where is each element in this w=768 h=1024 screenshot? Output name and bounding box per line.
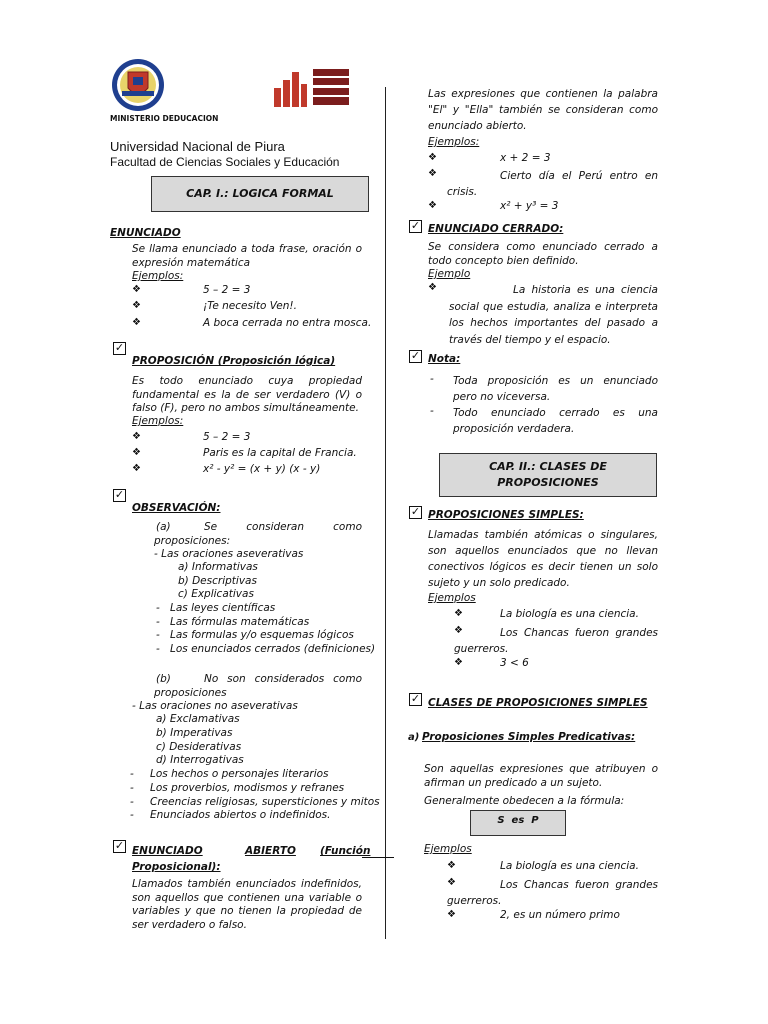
abierto-heading-1: ENUNCIADO xyxy=(132,845,203,857)
dash-icon: - xyxy=(430,405,434,417)
formula-intro: Generalmente obedecen a la fórmula: xyxy=(424,795,625,807)
checkbox-icon: ✓ xyxy=(410,692,421,705)
list-item: Los proverbios, modismos y refranes xyxy=(150,782,345,794)
proposicion-ejemplos-label: Ejemplos: xyxy=(132,415,184,427)
abierto-definition: Llamados también enunciados indefinidos, son aquellos que contienen una variable o variables y que no tienen la propiedad de ser verdadero o falso. xyxy=(132,878,362,931)
proposicion-heading: PROPOSICIÓN (Proposición lógica) xyxy=(132,355,336,367)
list-item: a) Exclamativas xyxy=(156,713,240,725)
enunciado-ejemplos-label: Ejemplos: xyxy=(132,270,184,282)
dash-icon: - xyxy=(130,796,134,808)
observacion-b-sub: - Las oraciones no aseverativas xyxy=(132,700,298,712)
formula-box xyxy=(470,810,566,836)
simples-heading: PROPOSICIONES SIMPLES: xyxy=(428,509,584,521)
clases-heading: CLASES DE PROPOSICIONES SIMPLES xyxy=(428,697,648,709)
list-item: Creencias religiosas, supersticiones y mitos xyxy=(150,796,380,808)
formula-text: S es P xyxy=(497,815,539,826)
observacion-a-label: (a) xyxy=(156,521,171,533)
observacion-a-sub: - Las oraciones aseverativas xyxy=(154,548,304,560)
clases-ejemplos-label: Ejemplos xyxy=(424,843,472,855)
list-item: Las formulas y/o esquemas lógicos xyxy=(170,629,354,641)
dash-icon: - xyxy=(130,809,134,821)
chapter2-title: CAP. II.: CLASES DE PROPOSICIONES xyxy=(489,460,607,489)
column-divider xyxy=(385,87,386,939)
abierto-heading-3: (Función xyxy=(320,845,371,857)
chapter1-title: CAP. I.: LOGICA FORMAL xyxy=(186,187,334,200)
list-item: Los enunciados cerrados (definiciones) xyxy=(170,643,376,655)
clases-subtitle: Proposiciones Simples Predicativas: xyxy=(422,731,636,743)
simples-definition: Llamadas también atómicas o singulares, son aquellos enunciados que no llevan conectivos lógicos es decir tienen un solo sujeto y un solo predicado. xyxy=(428,529,658,589)
bullet-icon: ❖ xyxy=(454,657,463,668)
cerrado-example: La historia es una ciencia social que estudia, analiza e interpreta los hechos importantes del pasado a través del tiempo y el espacio. xyxy=(449,284,658,346)
clases-definition: Son aquellas expresiones que atribuyen o afirman un predicado a un sujeto. xyxy=(424,763,658,789)
list-item: Las leyes científicas xyxy=(170,602,276,614)
nota-heading: Nota: xyxy=(428,353,461,365)
list-item: a) Informativas xyxy=(178,561,258,573)
chapter1-box xyxy=(151,176,369,212)
checkbox-icon: ✓ xyxy=(114,488,125,501)
list-item: c) Desiderativas xyxy=(156,741,242,753)
nota-item: Todo enunciado cerrado es una proposición verdadera. xyxy=(453,407,658,435)
checkbox-icon: ✓ xyxy=(114,341,125,354)
chapter2-box xyxy=(439,453,657,497)
simples-ejemplos-label: Ejemplos xyxy=(428,592,476,604)
observacion-b-text: No son considerados como proposiciones xyxy=(154,673,362,699)
enunciado-heading: ENUNCIADO xyxy=(110,227,181,239)
list-item: Las fórmulas matemáticas xyxy=(170,616,310,628)
clases-subtitle-prefix: a) xyxy=(408,732,420,743)
right-ejemplos-label: Ejemplos: xyxy=(428,136,480,148)
checkbox-icon: ✓ xyxy=(410,219,421,232)
faculty-name: Facultad de Ciencias Sociales y Educación xyxy=(110,155,340,169)
dash-icon: - xyxy=(130,768,134,780)
cerrado-heading: ENUNCIADO CERRADO: xyxy=(428,223,564,235)
list-item: x² + y³ = 3 xyxy=(500,200,559,212)
bullet-icon: ❖ xyxy=(132,300,141,311)
ministry-label: MINISTERIO DEDUCACION xyxy=(110,114,219,123)
list-item: Los hechos o personajes literarios xyxy=(150,768,329,780)
list-item: La biología es una ciencia. xyxy=(500,608,639,620)
list-item: Paris es la capital de Francia. xyxy=(203,447,357,459)
bullet-icon: ❖ xyxy=(447,860,456,871)
cerrado-ejemplo-label: Ejemplo xyxy=(428,268,471,280)
list-item: Enunciados abiertos o indefinidos. xyxy=(150,809,331,821)
list-item: x² - y² = (x + y) (x - y) xyxy=(203,463,321,475)
nota-item: Toda proposición es un enunciado pero no viceversa. xyxy=(453,375,658,403)
abierto-heading-4: Proposicional): xyxy=(132,861,221,873)
observacion-heading: OBSERVACIÓN: xyxy=(132,502,221,514)
bullet-icon: ❖ xyxy=(454,608,463,619)
bullet-icon: ❖ xyxy=(428,200,437,211)
list-item: ¡Te necesito Ven!. xyxy=(203,300,297,312)
dash-icon: - xyxy=(156,643,160,655)
dash-icon: - xyxy=(430,373,434,385)
bullet-icon: ❖ xyxy=(447,877,456,888)
heading-rule xyxy=(362,857,394,858)
bullet-icon: ❖ xyxy=(132,317,141,328)
list-item: 5 – 2 = 3 xyxy=(203,284,251,296)
dash-icon: - xyxy=(156,629,160,641)
list-item: x + 2 = 3 xyxy=(500,152,551,164)
abierto-intro: Las expresiones que contienen la palabra "El" y "Ella" también se consideran como enunciado abierto. xyxy=(428,88,658,132)
list-item: 2, es un número primo xyxy=(500,909,620,921)
list-item: d) Interrogativas xyxy=(156,754,244,766)
list-item: Cierto día el Perú entro en crisis. xyxy=(447,170,658,198)
list-item: A boca cerrada no entra mosca. xyxy=(203,317,372,329)
dash-icon: - xyxy=(130,782,134,794)
checkbox-icon: ✓ xyxy=(410,505,421,518)
list-item: La biología es una ciencia. xyxy=(500,860,639,872)
observacion-a-text: Se consideran como proposiciones: xyxy=(154,521,362,547)
bullet-icon: ❖ xyxy=(428,168,437,179)
bullet-icon: ❖ xyxy=(447,909,456,920)
university-name: Universidad Nacional de Piura xyxy=(110,139,285,154)
proposicion-definition: Es todo enunciado cuya propiedad fundamental es la de ser verdadero (V) o falso (F), pero no ambos simultáneamente. xyxy=(132,375,362,414)
list-item: Los Chancas fueron grandes guerreros. xyxy=(454,627,658,655)
list-item: Los Chancas fueron grandes guerreros. xyxy=(447,879,658,907)
bullet-icon: ❖ xyxy=(132,284,141,295)
bullet-icon: ❖ xyxy=(428,152,437,163)
observacion-b-label: (b) xyxy=(156,673,171,685)
bullet-icon: ❖ xyxy=(132,463,141,474)
list-item: 5 – 2 = 3 xyxy=(203,431,251,443)
bullet-icon: ❖ xyxy=(132,447,141,458)
university-seal xyxy=(110,58,166,112)
list-item: 3 < 6 xyxy=(500,657,529,669)
list-item: b) Descriptivas xyxy=(178,575,257,587)
bullet-icon: ❖ xyxy=(132,431,141,442)
cerrado-definition: Se considera como enunciado cerrado a todo concepto bien definido. xyxy=(428,241,658,267)
bullet-icon: ❖ xyxy=(454,625,463,636)
institution-logo xyxy=(272,66,352,108)
list-item: b) Imperativas xyxy=(156,727,233,739)
abierto-heading-2: ABIERTO xyxy=(245,845,296,857)
enunciado-definition: Se llama enunciado a toda frase, oración o expresión matemática xyxy=(132,243,362,269)
bullet-icon: ❖ xyxy=(428,282,437,293)
dash-icon: - xyxy=(156,616,160,628)
checkbox-icon: ✓ xyxy=(114,839,125,852)
dash-icon: - xyxy=(156,602,160,614)
checkbox-icon: ✓ xyxy=(410,349,421,362)
list-item: c) Explicativas xyxy=(178,588,254,600)
